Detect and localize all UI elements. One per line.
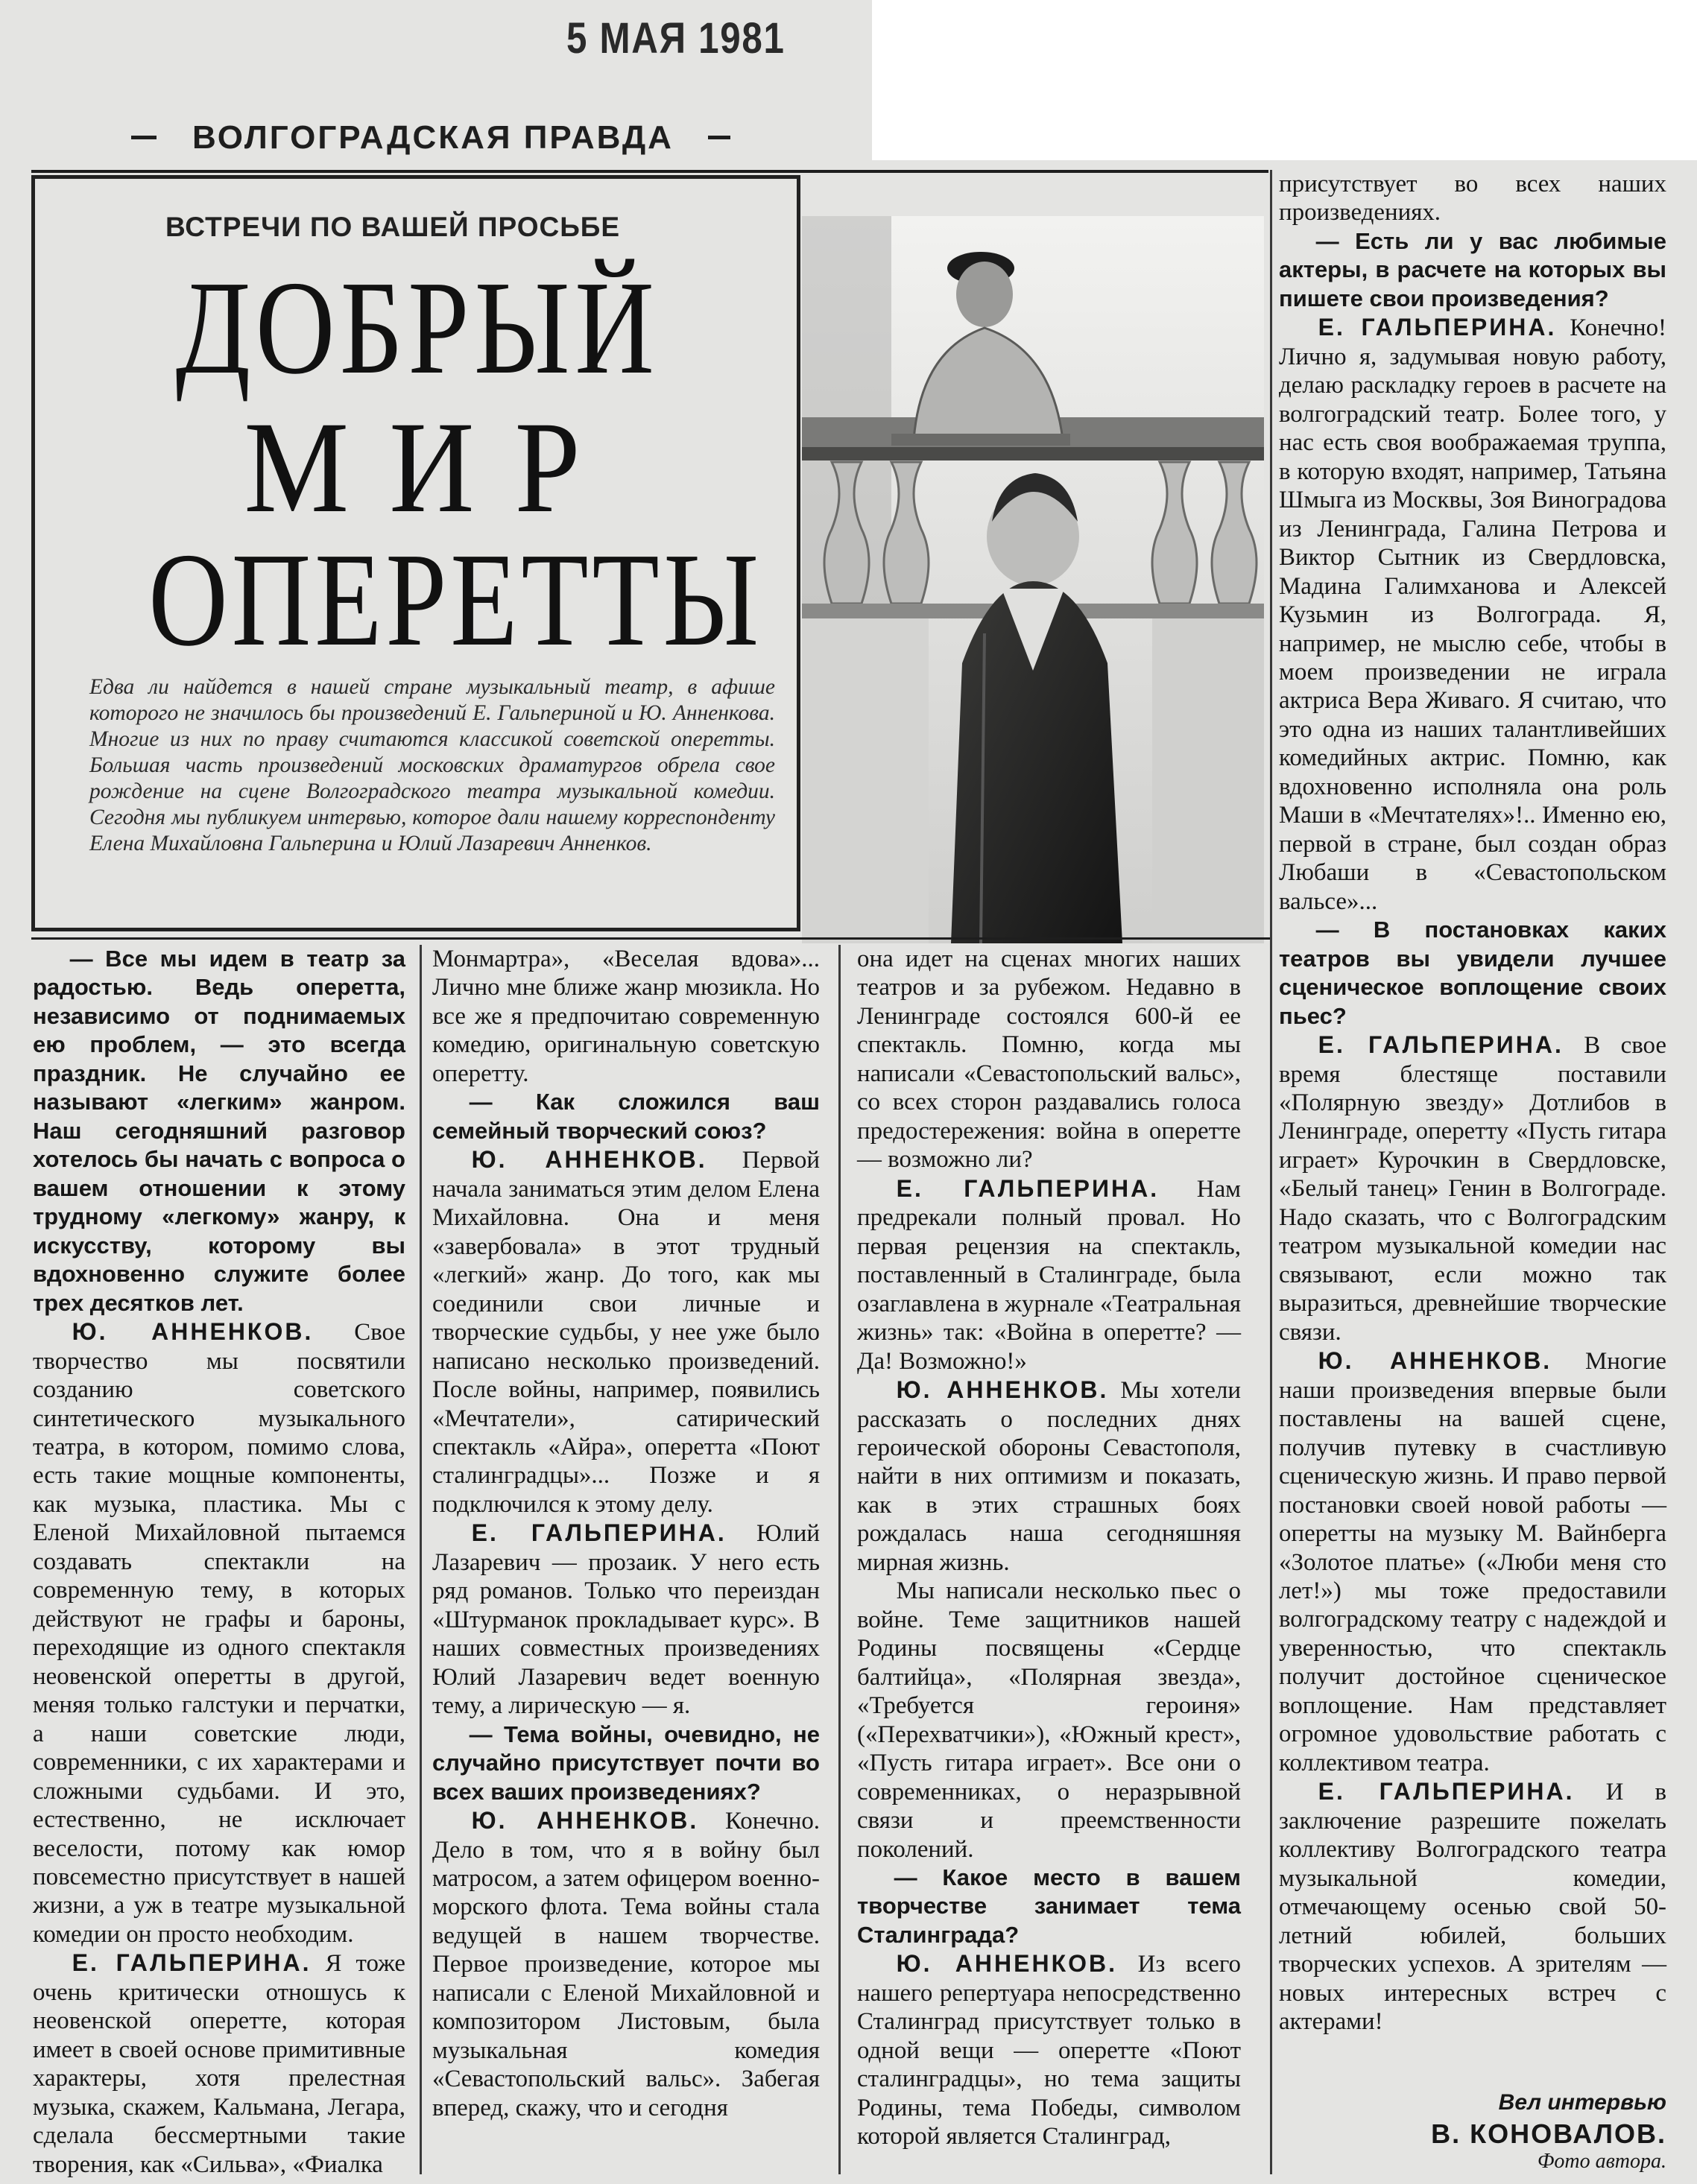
top-rule <box>31 170 1268 173</box>
answer-text: Свое творчество мы посвятили созданию советского синтетического музыкального театра, в котором, помимо слова, есть такие мощные компоненты, как музыка, пластика. Мы с Еленой Михайловной пытаемся создавать спектакли на современную тему, в которых действуют не графы и бароны, переходящие из одного спектакля неовенской оперетты в другой, меняя только галстуки и перчатки, а наши советские люди, современники, с их характерами и сложными судьбами. И это, естественно, не исключает веселости, потому как юмор повсеместно присутствует в нашей жизни, а уж в театре музыкальной комедии он просто необходим. <box>33 1319 406 1948</box>
column-divider-3 <box>1270 922 1272 2174</box>
speaker-name: Е. ГАЛЬПЕРИНА. <box>1318 1778 1575 1805</box>
photo-illustration <box>802 216 1264 943</box>
interview-question: — Все мы идем в театр за радостью. Ведь оперетта, независимо от поднимаемых ею проблем, — это всегда праздник. Не случайно ее называют «легким» жанром. Наш сегодняшний разговор хотелось бы начать с вопроса о вашем отношении к этому трудному «легкому» жанру, к искусству, которому вы вдохновенно служите более трех десятков лет. <box>33 946 405 1316</box>
article-column-4 <box>1279 170 1666 2036</box>
interview-answer <box>1279 313 1666 916</box>
interview-answer <box>1279 1777 1666 2036</box>
masthead-rule-right <box>708 136 730 139</box>
interview-answer <box>857 1174 1241 1376</box>
paragraph: она идет на сценах многих наших театров и за рубежом. Недавно в Ленинграде состоялся 600-й ее спектакль. Помню, когда мы написали «Севастопольский вальс», со всех сторон раздавались голоса предостережения: война в оперетте — возможно ли? <box>857 946 1241 1174</box>
article-column-2 <box>432 945 820 2122</box>
interview-answer <box>1279 1031 1666 1346</box>
clipping-cut-edge <box>872 0 1697 160</box>
middle-rule <box>31 937 1270 940</box>
column-divider-top <box>1270 170 1272 922</box>
answer-text: Многие наши произведения впервые были поставлены на вашей сцене, получив путевку в счастливую сценическую жизнь. И право первой постановки своей новой работы — оперетты на музыку М. Вайнберга «Золотое платье» («Люби меня сто лет!») мы тоже предоставили волгоградскому театру с надеждой и уверенностью, что спектакль получит достойное сценическое воплощение. Нам представляет огромное удовольствие работать с коллективом театра. <box>1279 1348 1667 1776</box>
answer-text: Из всего нашего репертуара непосредственно Сталинград присутствует только в одной вещи — оперетте «Поют сталинградцы», но тема защиты Родины, тема Победы, символом которой является Сталинград, <box>857 1951 1241 2150</box>
interview-answer <box>432 1519 820 1720</box>
answer-text: В свое время блестяще поставили «Полярную звезду» Дотлибов в Ленинграде, оперетту «Пусть гитара играет» Курочкин в Свердловске, «Белый танец» Генин в Волгограде. Надо сказать, что с Волгоградским театром музыкальной комедии нас связывают, если можно так выразиться, древнейшие творческие связи. <box>1279 1032 1667 1346</box>
speaker-name: Ю. АННЕНКОВ. <box>471 1146 707 1174</box>
article-column-3 <box>857 945 1241 2151</box>
interview-question: — Какое место в вашем творчестве занимает тема Сталинграда? <box>857 1864 1241 1948</box>
date-stamp: 5 МАЯ 1981 <box>566 14 786 63</box>
speaker-name: Ю. АННЕНКОВ. <box>896 1950 1117 1978</box>
interviewer-credit: Вел интервью <box>1498 2090 1666 2115</box>
paragraph: Мы написали несколько пьес о войне. Теме защитников нашей Родины посвящены «Сердце балтийца», «Полярная звезда», «Требуется героиня» («Перехватчики»), «Южный крест», «Пусть гитара играет». Все они о современниках, о неразрывной связи и преемственности поколений. <box>857 1577 1241 1863</box>
photo-credit: Фото автора. <box>1537 2150 1666 2173</box>
speaker-name: Е. ГАЛЬПЕРИНА. <box>1318 314 1557 341</box>
answer-text: И в заключение разрешите пожелать коллективу Волгоградского театра музыкальной комедии, отмечающему осенью свой 50-летний юбилей, больших творческих успехов. А зрителям — новых интересных встреч с актерами! <box>1279 1779 1666 2035</box>
speaker-name: Ю. АННЕНКОВ. <box>72 1318 314 1346</box>
interview-answer <box>33 1317 405 1949</box>
answer-text: Конечно! Лично я, задумывая новую работу, делаю раскладку героев в расчете на волгоградский театр. Более того, у нас есть своя воображаемая труппа, в которую входят, например, Татьяна Шмыга из Москвы, Зоя Виноградова из Ленинграда, Галина Петрова и Виктор Сытник из Свердловска, Мадина Галимханова и Алексей Кузьмин из Волгограда. Я, например, не мыслю себе, чтобы в моем произведении не играла актриса Вера Живаго. Я считаю, что это одна из наших талантливейших комедийных актрис. Помню, как вдохновенно исполняла она роль Маши в «Мечтателях»!.. Именно ею, первой в стране, был создан образ Любаши в «Севастопольском вальсе»... <box>1279 314 1666 915</box>
interview-answer <box>432 1806 820 2122</box>
interview-question: — Тема войны, очевидно, не случайно присутствует почти во всех ваших произведениях? <box>432 1721 820 1805</box>
interview-answer <box>432 1145 820 1519</box>
interviewer-name: В. КОНОВАЛОВ. <box>1431 2118 1666 2149</box>
speaker-name: Ю. АННЕНКОВ. <box>1318 1347 1552 1375</box>
column-divider-2 <box>838 945 841 2174</box>
headline-line-1: ДОБРЫЙ <box>175 253 660 402</box>
answer-text: Юлий Лазаревич — прозаик. У него есть ряд романов. Только что переиздан «Штурманок прокладывает курс». В наших совместных произведениях Юлий Лазаревич ведет военную тему, а лирическую — я. <box>432 1520 820 1720</box>
interview-question: — Есть ли у вас любимые актеры, в расчете на которых вы пишете свои произведения? <box>1279 227 1666 311</box>
answer-text: Первой начала заниматься этим делом Елена Михайловна. Она и меня «завербовала» в этот трудный «легкий» жанр. До того, как мы соединили свои личные и творческие судьбы, у нее уже было написано несколько произведений. После войны, например, появились «Мечтатели», сатирический спектакль «Айра», оперетта «Поют сталинградцы»... Позже и я подключился к этому делу. <box>432 1147 820 1518</box>
column-divider-1 <box>420 945 422 2174</box>
interview-answer <box>1279 1346 1666 1777</box>
headline-line-3: ОПЕРЕТТЫ <box>148 525 763 674</box>
rubric-label: ВСТРЕЧИ ПО ВАШЕЙ ПРОСЬБЕ <box>165 212 621 242</box>
interview-question: — В постановках каких театров вы увидели лучшее сценическое воплощение своих пьес? <box>1279 917 1666 1029</box>
interview-question: — Как сложился ваш семейный творческий союз? <box>432 1089 820 1144</box>
interview-answer <box>33 1949 405 2179</box>
interview-answer <box>857 1376 1241 1577</box>
speaker-name: Е. ГАЛЬПЕРИНА. <box>471 1519 727 1547</box>
speaker-name: Ю. АННЕНКОВ. <box>471 1807 699 1835</box>
article-lead: Едва ли найдется в нашей стране музыкальный театр, в афише которого не значилось бы произведений Е. Гальпериной и Ю. Анненкова. Многие из них по праву считаются классикой советской оперетты. Большая часть произведений московских драматургов обрела свое рождение на сцене Волгоградского театра музыкальной комедии. Сегодня мы публикуем интервью, которое дали нашему корреспонденту Елена Михайловна Гальперина и Юлий Лазаревич Анненков. <box>89 675 775 855</box>
speaker-name: Е. ГАЛЬПЕРИНА. <box>1318 1031 1564 1059</box>
interview-answer <box>857 1949 1241 2150</box>
paragraph: Монмартра», «Веселая вдова»... Лично мне ближе жанр мюзикла. Но все же я предпочитаю современную комедию, оригинальную советскую оперетту. <box>432 946 820 1087</box>
speaker-name: Е. ГАЛЬПЕРИНА. <box>72 1949 312 1977</box>
answer-text: Нам предрекали полный провал. Но первая рецензия на спектакль, поставленный в Сталинграде, была озаглавлена в журнале «Театральная жизнь» так: «Война в оперетте? — Да! Возможно!» <box>857 1175 1241 1375</box>
headline-line-2: МИР <box>244 395 621 540</box>
answer-text: Конечно. Дело в том, что я в войну был матросом, а затем офицером военно-морского флота. Тема войны стала ведущей в нашем творчестве. Первое произведение, которое мы написали с Еленой Михайловной и композитором Листовым, была музыкальная комедия «Севастопольский вальс». Забегая вперед, скажу, что и сегодня <box>432 1808 820 2121</box>
paragraph: присутствует во всех наших произведениях. <box>1279 171 1666 227</box>
answer-text: Я тоже очень критически отношусь к неовенской оперетте, которая имеет в своей основе примитивные характеры, хотя прелестная музыка, скажем, Кальмана, Легара, сделала бессмертными такие творения, как «Сильва», «Фиалка <box>33 1950 405 2178</box>
newspaper-masthead: ВОЛГОГРАДСКАЯ ПРАВДА <box>192 119 674 156</box>
article-column-1 <box>33 945 405 2179</box>
answer-text: Мы хотели рассказать о последних днях героической обороны Севастополя, найти в них оптимизм и показать, как в этих страшных боях рождалась наша сегодняшняя мирная жизнь. <box>857 1377 1241 1576</box>
speaker-name: Е. ГАЛЬПЕРИНА. <box>896 1174 1160 1202</box>
speaker-name: Ю. АННЕНКОВ. <box>896 1376 1109 1404</box>
authors-photo <box>802 216 1264 943</box>
